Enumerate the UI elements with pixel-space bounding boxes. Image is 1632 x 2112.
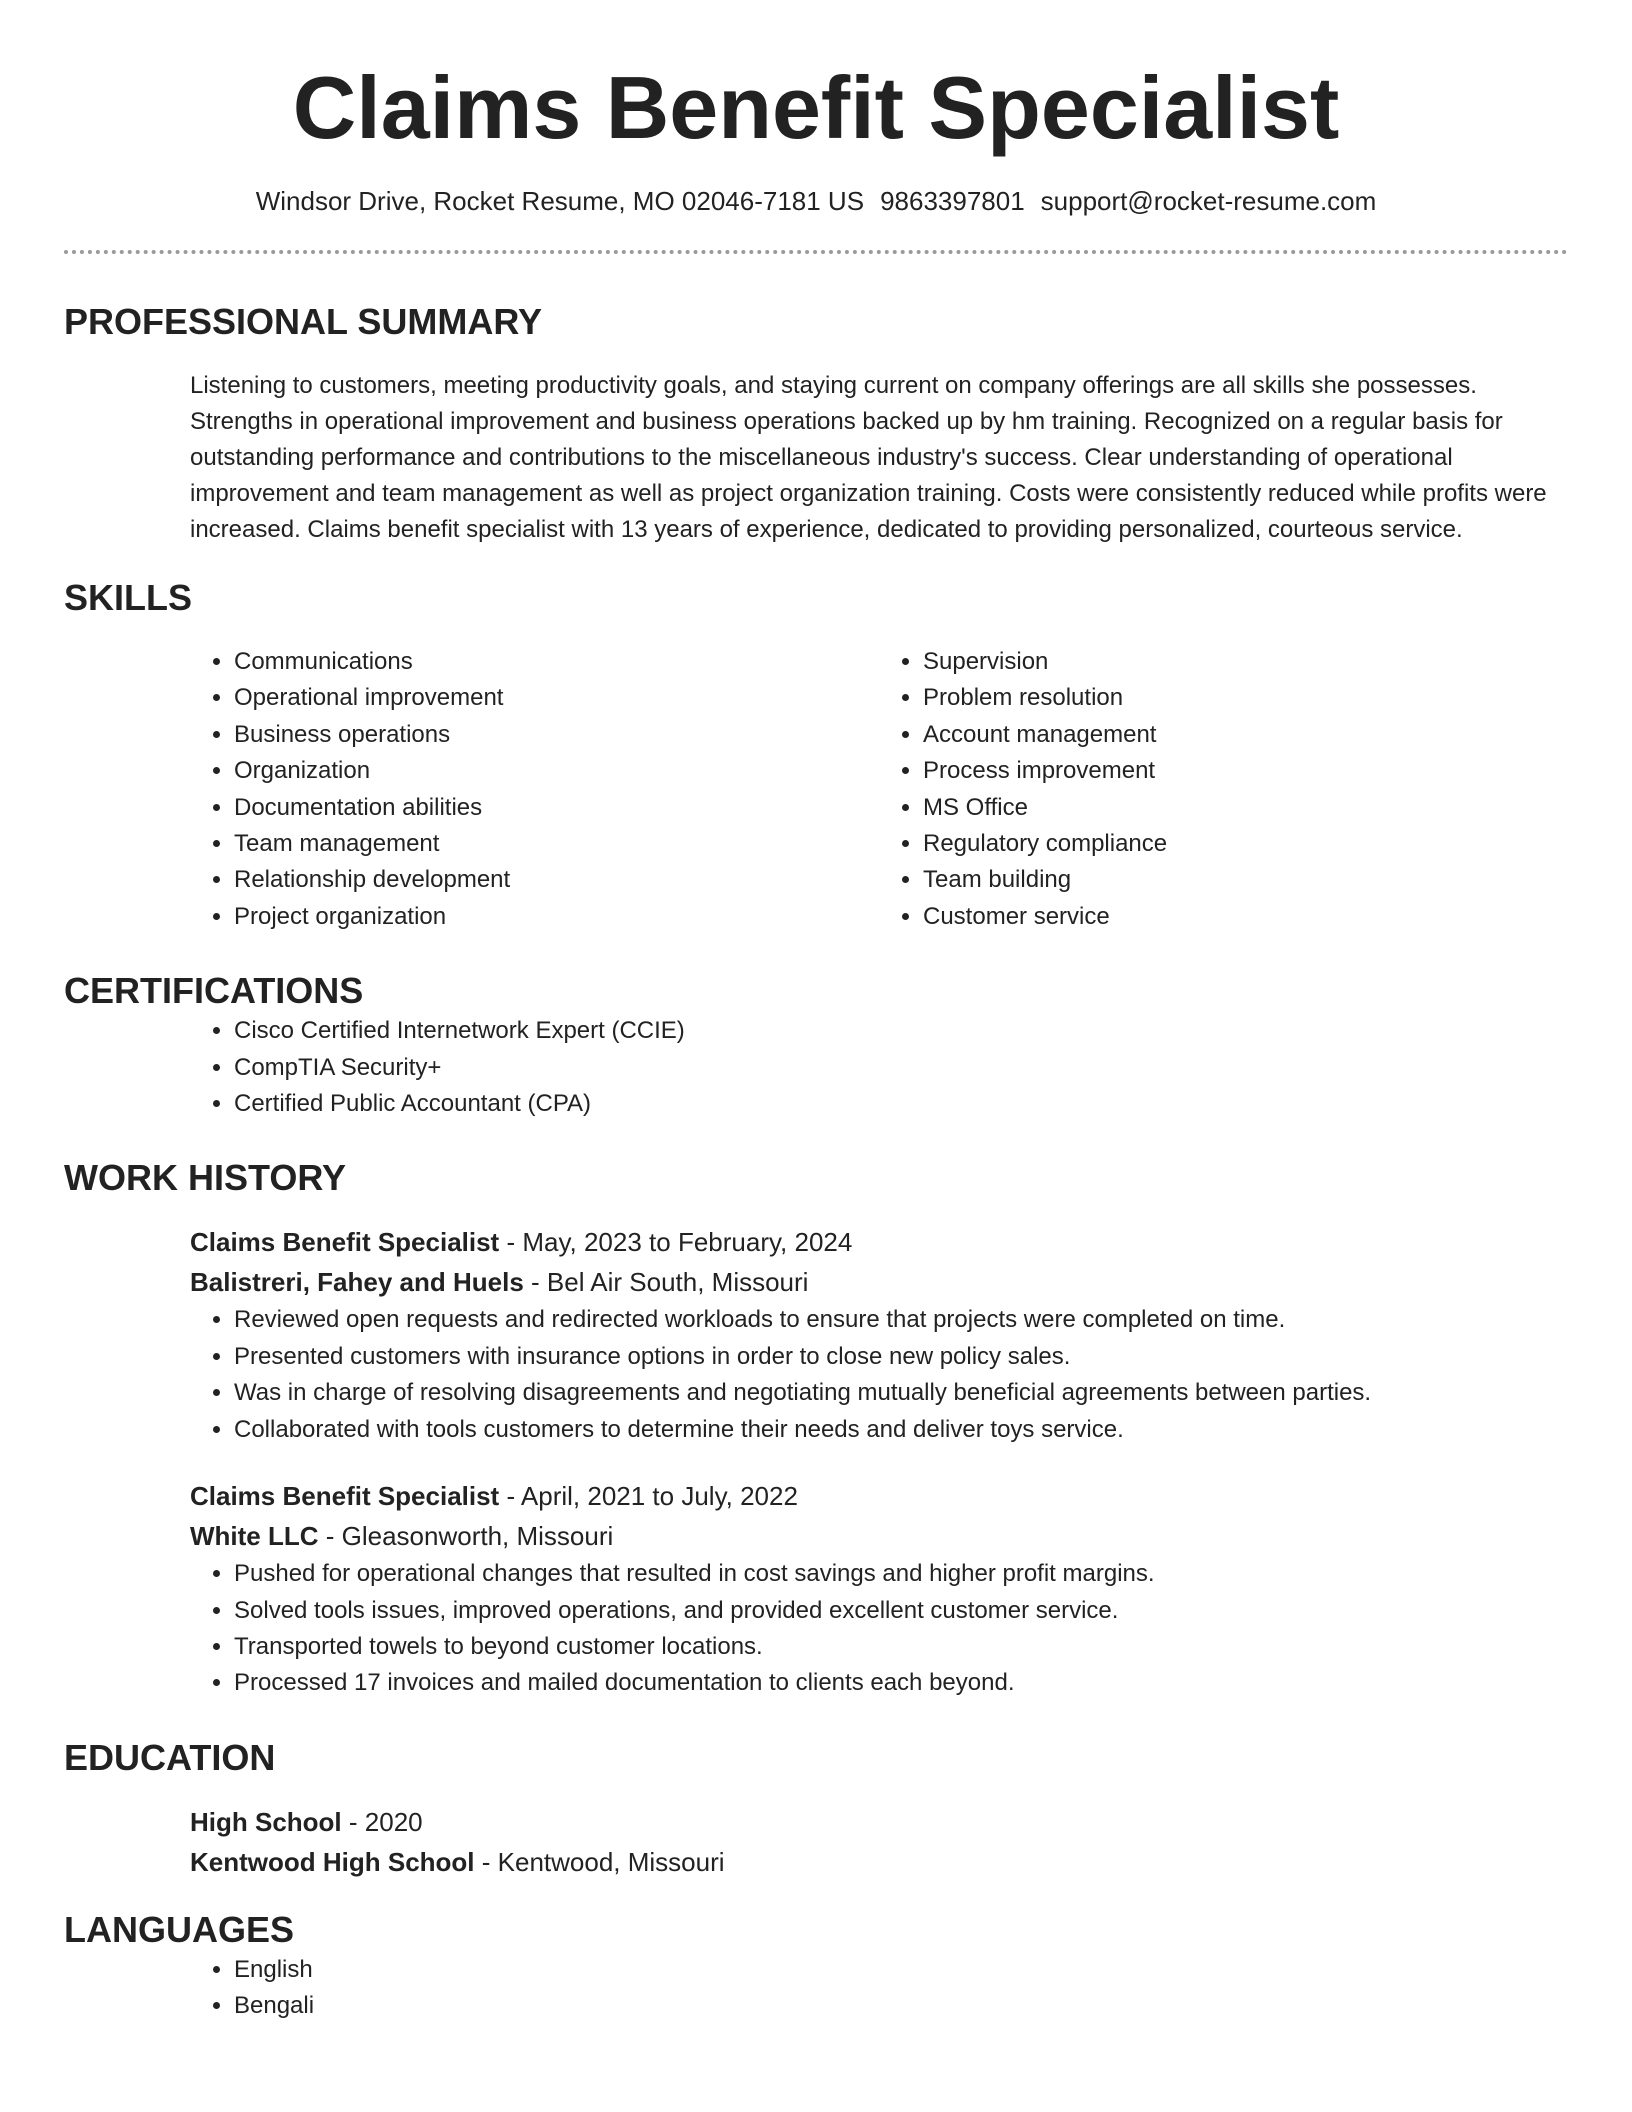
skill-item: • Operational improvement <box>234 680 879 716</box>
job-company-line <box>190 1262 1568 1302</box>
skill-item: • Customer service <box>923 899 1568 935</box>
skill-item: • Communications <box>234 644 879 680</box>
contact-address: Windsor Drive, Rocket Resume, MO 02046-7181 US <box>255 186 865 216</box>
language-item: • Bengali <box>234 1988 1568 2024</box>
education-heading: EDUCATION <box>64 1736 276 1778</box>
job-entry <box>190 1222 1568 1448</box>
job-title-line <box>190 1222 1568 1262</box>
job-dates: - May, 2023 to February, 2024 <box>499 1227 853 1258</box>
education-entry <box>190 1802 1568 1882</box>
job-role: Claims Benefit Specialist <box>190 1481 500 1512</box>
job-duty: • Was in charge of resolving disagreements and negotiating mutually beneficial agreements between parties. <box>234 1375 1568 1411</box>
candidate-name: Claims Benefit Specialist <box>292 58 1340 157</box>
certifications-heading: CERTIFICATIONS <box>64 970 364 1012</box>
job-company: Balistreri, Fahey and Huels <box>190 1267 524 1298</box>
skill-item: • Organization <box>234 753 879 789</box>
skill-item: • Project organization <box>234 899 879 935</box>
education-year: - 2020 <box>341 1806 423 1837</box>
job-title-line <box>190 1476 1568 1516</box>
job-duties-list <box>190 1556 1568 1702</box>
job-location: - Bel Air South, Missouri <box>523 1267 809 1298</box>
skill-item: • Business operations <box>234 717 879 753</box>
contact-line <box>64 184 1568 218</box>
skill-item: • Process improvement <box>923 753 1568 789</box>
education-school: Kentwood High School <box>190 1846 475 1877</box>
skill-item: • Account management <box>923 717 1568 753</box>
skill-item: • MS Office <box>923 790 1568 826</box>
skill-item: • Team building <box>923 862 1568 898</box>
contact-phone: 9863397801 <box>880 186 1025 216</box>
skills-list-right <box>879 644 1568 935</box>
certification-item: • Cisco Certified Internetwork Expert (CCIE) <box>234 1013 1568 1049</box>
header-divider <box>64 250 1568 254</box>
language-item: • English <box>234 1952 1568 1988</box>
job-role: Claims Benefit Specialist <box>190 1227 500 1258</box>
job-duties-list <box>190 1302 1568 1448</box>
job-dates: - April, 2021 to July, 2022 <box>499 1481 798 1512</box>
education-degree-line <box>190 1802 1568 1842</box>
job-company-line <box>190 1516 1568 1556</box>
certification-item: • Certified Public Accountant (CPA) <box>234 1086 1568 1122</box>
skill-item: • Documentation abilities <box>234 790 879 826</box>
skills-list-left <box>190 644 879 935</box>
certification-item: • CompTIA Security+ <box>234 1050 1568 1086</box>
skill-item: • Problem resolution <box>923 680 1568 716</box>
job-duty: • Transported towels to beyond customer locations. <box>234 1629 1568 1665</box>
summary-heading: PROFESSIONAL SUMMARY <box>64 301 543 342</box>
languages-heading: LANGUAGES <box>64 1908 295 1950</box>
job-duty: • Presented customers with insurance options in order to close new policy sales. <box>234 1339 1568 1375</box>
job-entry <box>190 1476 1568 1702</box>
education-school-line <box>190 1842 1568 1882</box>
work-history-heading: WORK HISTORY <box>64 1157 347 1199</box>
job-duty: • Collaborated with tools customers to determine their needs and deliver toys service. <box>234 1412 1568 1448</box>
skills-heading: SKILLS <box>64 577 193 618</box>
skill-item: • Relationship development <box>234 862 879 898</box>
skill-item: • Supervision <box>923 644 1568 680</box>
skill-item: • Regulatory compliance <box>923 826 1568 862</box>
languages-list <box>190 1952 1568 2025</box>
skill-item: • Team management <box>234 826 879 862</box>
certifications-list <box>190 1013 1568 1122</box>
job-duty: • Solved tools issues, improved operations, and provided excellent customer service. <box>234 1593 1568 1629</box>
education-degree: High School <box>190 1806 342 1837</box>
job-duty: • Processed 17 invoices and mailed documentation to clients each beyond. <box>234 1665 1568 1701</box>
contact-email: support@rocket-resume.com <box>1040 186 1377 216</box>
skills-columns <box>190 644 1568 935</box>
job-location: - Gleasonworth, Missouri <box>318 1521 614 1552</box>
education-location: - Kentwood, Missouri <box>474 1846 725 1877</box>
job-duty: • Reviewed open requests and redirected workloads to ensure that projects were completed on time. <box>234 1302 1568 1338</box>
job-duty: • Pushed for operational changes that resulted in cost savings and higher profit margins. <box>234 1556 1568 1592</box>
job-company: White LLC <box>190 1521 319 1552</box>
summary-text: Listening to customers, meeting productivity goals, and staying current on company offerings are all skills she possesses. Strengths in operational improvement and business operations backed up by hm training. Recognized on a regular basis for outstanding performance and contributions to the miscellaneous industry's success. Clear understanding of operational improvement and team management as well as project organization training. Costs were consistently reduced while profits were increased. Claims benefit specialist with 13 years of experience, dedicated to providing personalized, courteous service. <box>190 372 1547 543</box>
